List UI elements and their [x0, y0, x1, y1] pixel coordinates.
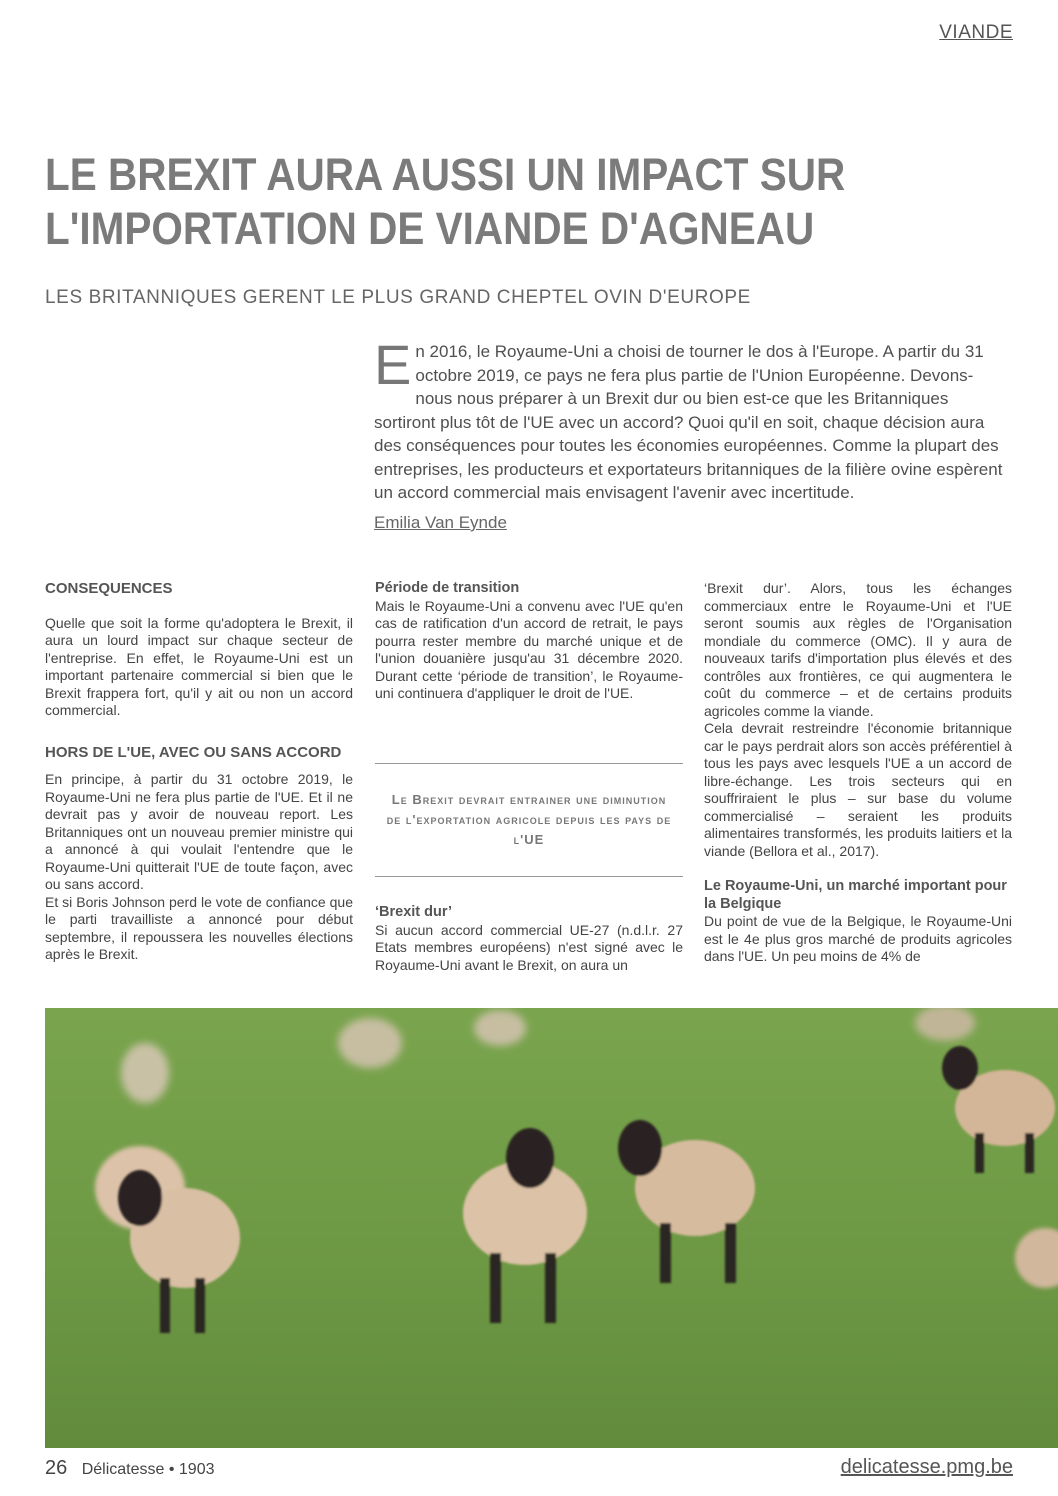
paragraph: ‘Brexit dur’. Alors, tous les échanges commerciaux entre le Royaume-Uni et l'UE seront soumis aux règles de l'Organisation mondiale du commerce (OMC). Il y aura de nouveaux tarifs d'importation plus élevés et des contrôles aux frontières, ce qui augmentera le coût du commerce – et de certains produits agricoles comme la viande. — [704, 580, 1012, 719]
heading-transition: Période de transition — [375, 580, 520, 596]
paragraph: Du point de vue de la Belgique, le Royaume-Uni est le 4e plus gros marché de produits agricoles dans l'UE. Un peu moins de 4% de — [704, 913, 1012, 964]
headline-line-1: LE BREXIT AURA AUSSI UN IMPACT SUR — [45, 149, 846, 200]
column-2-continued — [375, 904, 683, 974]
author-link[interactable]: Emilia Van Eynde — [374, 513, 507, 532]
footer-page-info — [45, 1457, 215, 1480]
article-headline — [45, 148, 909, 256]
column-1 — [45, 580, 353, 964]
website-link[interactable]: delicatesse.pmg.be — [840, 1456, 1013, 1478]
paragraph: Si aucun accord commercial UE-27 (n.d.l.r. 27 Etats membres européens) n'est signé avec le Royaume-Uni avant le Brexit, on aura un — [375, 921, 683, 973]
drop-cap: E — [374, 333, 412, 396]
heading-consequences: CONSEQUENCES — [45, 580, 173, 597]
article-subheading: LES BRITANNIQUES GERENT LE PLUS GRAND CHEPTEL OVIN D'EUROPE — [45, 287, 751, 308]
paragraph: En principe, à partir du 31 octobre 2019, le Royaume-Uni ne fera plus partie de l'UE. Et il ne devrait pas y avoir de nouveau report. Les Britanniques ont un nouveau premier ministre qui a annoncé à qui voulait l'entendre que le Royaume-Uni quitterait l'UE de toute façon, avec ou sans accord. — [45, 771, 353, 892]
section-tag[interactable]: VIANDE — [939, 22, 1013, 43]
paragraph: Cela devrait restreindre l'économie britannique car le pays perdrait alors son accès préférentiel à tous les pays avec lesquels l'UE a un accord de libre-échange. Les trois secteurs qui en souffriraient le plus – sur base du volume commercialisé – seraient les produits alimentaires transformés, les produits laitiers et la viande (Bellora et al., 2017). — [704, 720, 1012, 859]
lead-text: n 2016, le Royaume-Uni a choisi de tourner le dos à l'Europe. A partir du 31 octobre 2019, ce pays ne fera plus partie de l'Union Européenne. Devons-nous nous préparer à un Brexit dur ou bien est-ce que les Britanniques sortiront plus tôt de l'UE avec un accord? Quoi qu'il en soit, chaque décision aura des conséquences pour toutes les économies européennes. Comme la plupart des entreprises, les producteurs et exportateurs britanniques de la filière ovine espèrent un accord commercial mais envisagent l'avenir avec incertitude. — [374, 342, 1003, 502]
page-number: 26 — [45, 1457, 68, 1479]
heading-hors-ue: HORS DE L'UE, AVEC OU SANS ACCORD — [45, 743, 342, 761]
heading-brexit-dur: ‘Brexit dur’ — [375, 904, 453, 920]
publication-name: Délicatesse • 1903 — [81, 1461, 215, 1478]
paragraph: Mais le Royaume-Uni a convenu avec l'UE qu'en cas de ratification d'un accord de retrait, le pays pourra rester membre du marché unique et de l'union douanière jusqu'au 31 décembre 2020. Durant cette ‘période de transition’, le Royaume-uni continuera d'appliquer le droit de l'UE. — [375, 597, 683, 701]
heading-marche-belgique: Le Royaume-Uni, un marché important pour la Belgique — [704, 878, 1007, 912]
headline-line-2: L'IMPORTATION DE VIANDE D'AGNEAU — [45, 203, 815, 254]
lead-paragraph — [374, 333, 1010, 505]
paragraph: Et si Boris Johnson perd le vote de confiance que le parti travailliste a annoncé pour début septembre, il repoussera les nouvelles élections après le Brexit. — [45, 893, 353, 962]
pull-quote-text: Le Brexit devrait entrainer une diminution de l'exportation agricole depuis les pays de l'UE — [386, 792, 672, 847]
column-3 — [704, 580, 1012, 966]
column-2 — [375, 580, 683, 703]
paragraph: Quelle que soit la forme qu'adoptera le Brexit, il aura un lourd impact sur chaque secteur de l'entreprise. En effet, le Royaume-Uni est un important partenaire commercial si bien que le Brexit frappera fort, qu'il y ait ou non un accord commercial. — [45, 614, 353, 718]
pull-quote — [375, 763, 683, 877]
sheep-photo — [45, 1008, 1058, 1448]
